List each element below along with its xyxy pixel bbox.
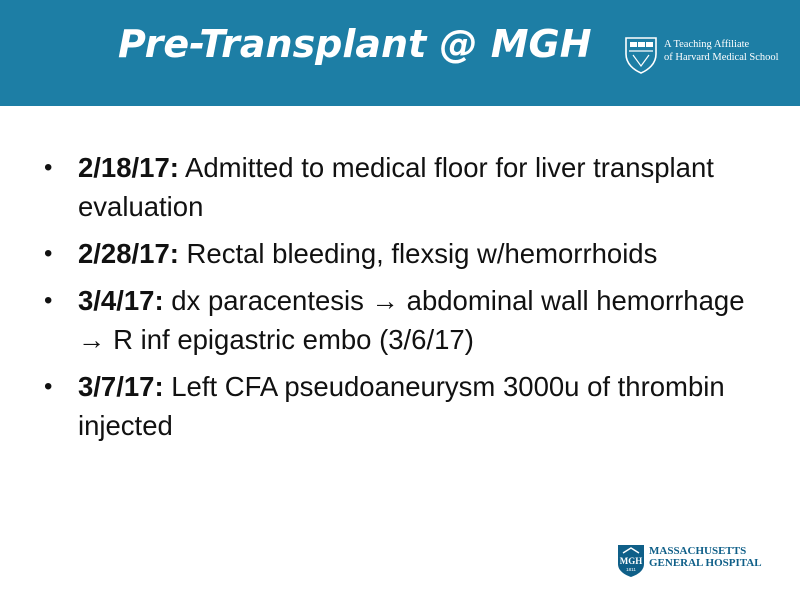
bullet-item	[44, 367, 764, 445]
bullet-item	[44, 281, 764, 359]
bullet-date: 2/18/17:	[78, 152, 179, 183]
bullet-text: Left CFA pseudoaneurysm 3000u of thrombin injected	[78, 371, 725, 441]
bullet-item	[44, 148, 764, 226]
bullet-dot-icon: •	[44, 373, 53, 400]
bullet-item	[44, 234, 764, 273]
mgh-logo	[617, 544, 777, 580]
title-banner	[0, 0, 800, 106]
affiliation-line1: A Teaching Affiliate	[664, 39, 750, 50]
bullet-dot-icon: •	[44, 240, 53, 267]
affiliation-line2: of Harvard Medical School	[664, 52, 779, 63]
harvard-shield-icon	[624, 36, 658, 74]
bullet-date: 2/28/17:	[78, 238, 179, 269]
mgh-mark-text: MGH	[619, 556, 643, 566]
slide-title: Pre-Transplant @ MGH	[118, 22, 592, 66]
harvard-affiliation	[624, 36, 784, 74]
bullet-text: Rectal bleeding, flexsig w/hemorrhoids	[178, 238, 658, 269]
bullet-text: dx paracentesis → abdominal wall hemorrhage → R inf epigastric embo (3/6/17)	[78, 285, 745, 355]
bullet-date: 3/4/17:	[78, 285, 164, 316]
bullet-date: 3/7/17:	[78, 371, 164, 402]
bullet-dot-icon: •	[44, 287, 53, 314]
bullet-dot-icon: •	[44, 154, 53, 181]
mgh-shield-icon	[617, 544, 645, 578]
mgh-year-text: 1811	[626, 567, 636, 572]
mgh-logo-line2: GENERAL HOSPITAL	[649, 557, 762, 569]
bullet-text: Admitted to medical floor for liver transplant evaluation	[78, 152, 714, 222]
bullet-list	[44, 148, 764, 453]
mgh-logo-line1: MASSACHUSETTS	[649, 545, 747, 557]
